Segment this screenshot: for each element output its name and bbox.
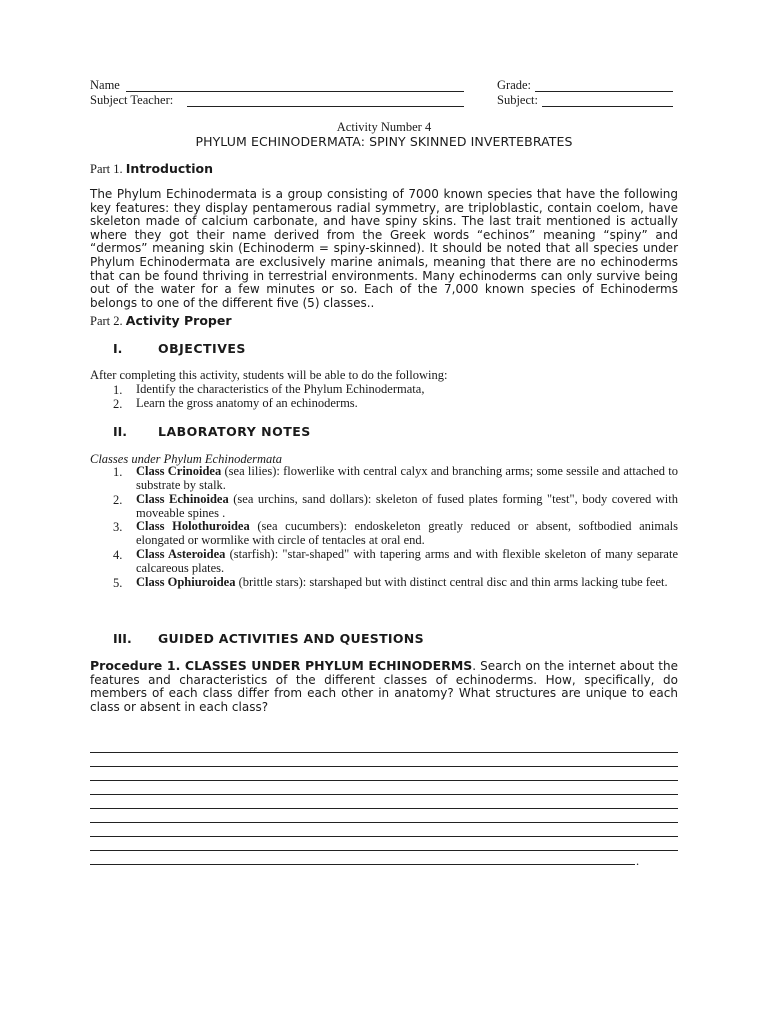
class-item (136, 493, 678, 520)
guided-heading: GUIDED ACTIVITIES AND QUESTIONS (158, 631, 424, 646)
class-number: 1. (113, 465, 123, 479)
page-title: PHYLUM ECHINODERMATA: SPINY SKINNED INVERTEBRATES (195, 134, 573, 149)
answer-line[interactable] (90, 822, 678, 823)
objective-item: Identify the characteristics of the Phylum Echinodermata, (136, 382, 425, 396)
objective-item: Learn the gross anatomy of an echinoderms. (136, 396, 358, 410)
answer-line[interactable] (90, 836, 678, 837)
class-item (136, 548, 678, 575)
answer-line[interactable] (90, 780, 678, 781)
teacher-field[interactable] (187, 94, 464, 107)
subject-label: Subject: (497, 93, 538, 107)
class-description: (sea cucumbers): endoskeleton greatly reduced or absent, softbodied animals elongated or wormlike with circle of tentacles at oral end. (136, 519, 678, 547)
class-name: Class Echinoidea (136, 492, 229, 506)
class-number: 2. (113, 493, 123, 507)
answer-line[interactable] (90, 752, 678, 753)
class-name: Class Crinoidea (136, 464, 222, 478)
grade-field[interactable] (535, 79, 673, 92)
procedure-text: . Search on the internet about the features and characteristics of the different classes of echinoderms. How, specifically, do members of each class differ from each other in anatomy? What structures are unique to each class or absent in each class? (90, 659, 678, 714)
subject-field[interactable] (542, 94, 673, 107)
objective-number: 2. (113, 397, 123, 411)
part1-title: Introduction (125, 161, 214, 176)
class-name: Class Ophiuroidea (136, 575, 236, 589)
class-item (136, 576, 678, 590)
class-name: Class Asteroidea (136, 547, 226, 561)
answer-end-mark: . (636, 854, 640, 868)
class-number: 3. (113, 520, 123, 534)
lab-notes-numeral: II. (113, 424, 128, 439)
class-description: (sea urchins, sand dollars): skeleton of fused plates forming "test", body covered with moveable spines . (136, 492, 679, 520)
introduction-paragraph: The Phylum Echinodermata is a group consisting of 7000 known species that have the following key features: they display pentamerous radial symmetry, are triploblastic, contain coelom, have skeleton made of calcium carbonate, and have spiny skins. The last trait mentioned is actually where they got their name derived from the Greek words “echinos” meaning “spiny” and “dermos” meaning skin (Echinoderm = spiny-skinned). It should be noted that all species under Phylum Echinodermata are exclusively marine animals, meaning that there are no echinoderms that can be found thriving in terrestrial environments. Many echinoderms can only survive being out of the water for a few minutes or so. Each of the 7,000 known species of Echinoderms belongs to one of the different five (5) classes.. (90, 187, 678, 310)
class-number: 5. (113, 576, 123, 590)
part1-label: Part 1. (90, 162, 123, 176)
teacher-label: Subject Teacher: (90, 93, 174, 107)
class-item (136, 465, 678, 492)
class-description: (sea lilies): flowerlike with central calyx and branching arms; some sessile and attached to substrate by stalk. (136, 464, 678, 492)
objectives-heading: OBJECTIVES (158, 341, 246, 356)
answer-line[interactable] (90, 766, 678, 767)
name-label: Name (90, 78, 120, 92)
procedure-title: Procedure 1. CLASSES UNDER PHYLUM ECHINODERMS (90, 658, 473, 673)
name-field[interactable] (126, 79, 464, 92)
answer-line[interactable] (90, 794, 678, 795)
guided-numeral: III. (113, 631, 132, 646)
class-name: Class Holothuroidea (136, 519, 250, 533)
part2-title: Activity Proper (125, 313, 232, 328)
part2-heading (90, 313, 232, 329)
answer-line[interactable] (90, 850, 678, 851)
lab-notes-heading: LABORATORY NOTES (158, 424, 311, 439)
class-number: 4. (113, 548, 123, 562)
objectives-intro: After completing this activity, students will be able to do the following: (90, 368, 448, 382)
class-description: (starfish): "star-shaped" with tapering arms and with flexible skeleton of many separate calcareous plates. (136, 547, 678, 575)
class-description: (brittle stars): starshaped but with distinct central disc and thin arms lacking tube feet. (235, 575, 668, 589)
part2-label: Part 2. (90, 314, 123, 328)
lab-notes-subtitle: Classes under Phylum Echinodermata (90, 452, 282, 466)
objective-number: 1. (113, 383, 123, 397)
procedure-paragraph (90, 659, 678, 714)
grade-label: Grade: (497, 78, 532, 92)
part1-heading (90, 161, 213, 177)
answer-line[interactable] (90, 864, 635, 865)
answer-line[interactable] (90, 808, 678, 809)
objectives-numeral: I. (113, 341, 123, 356)
activity-number: Activity Number 4 (336, 120, 432, 134)
class-item (136, 520, 678, 547)
